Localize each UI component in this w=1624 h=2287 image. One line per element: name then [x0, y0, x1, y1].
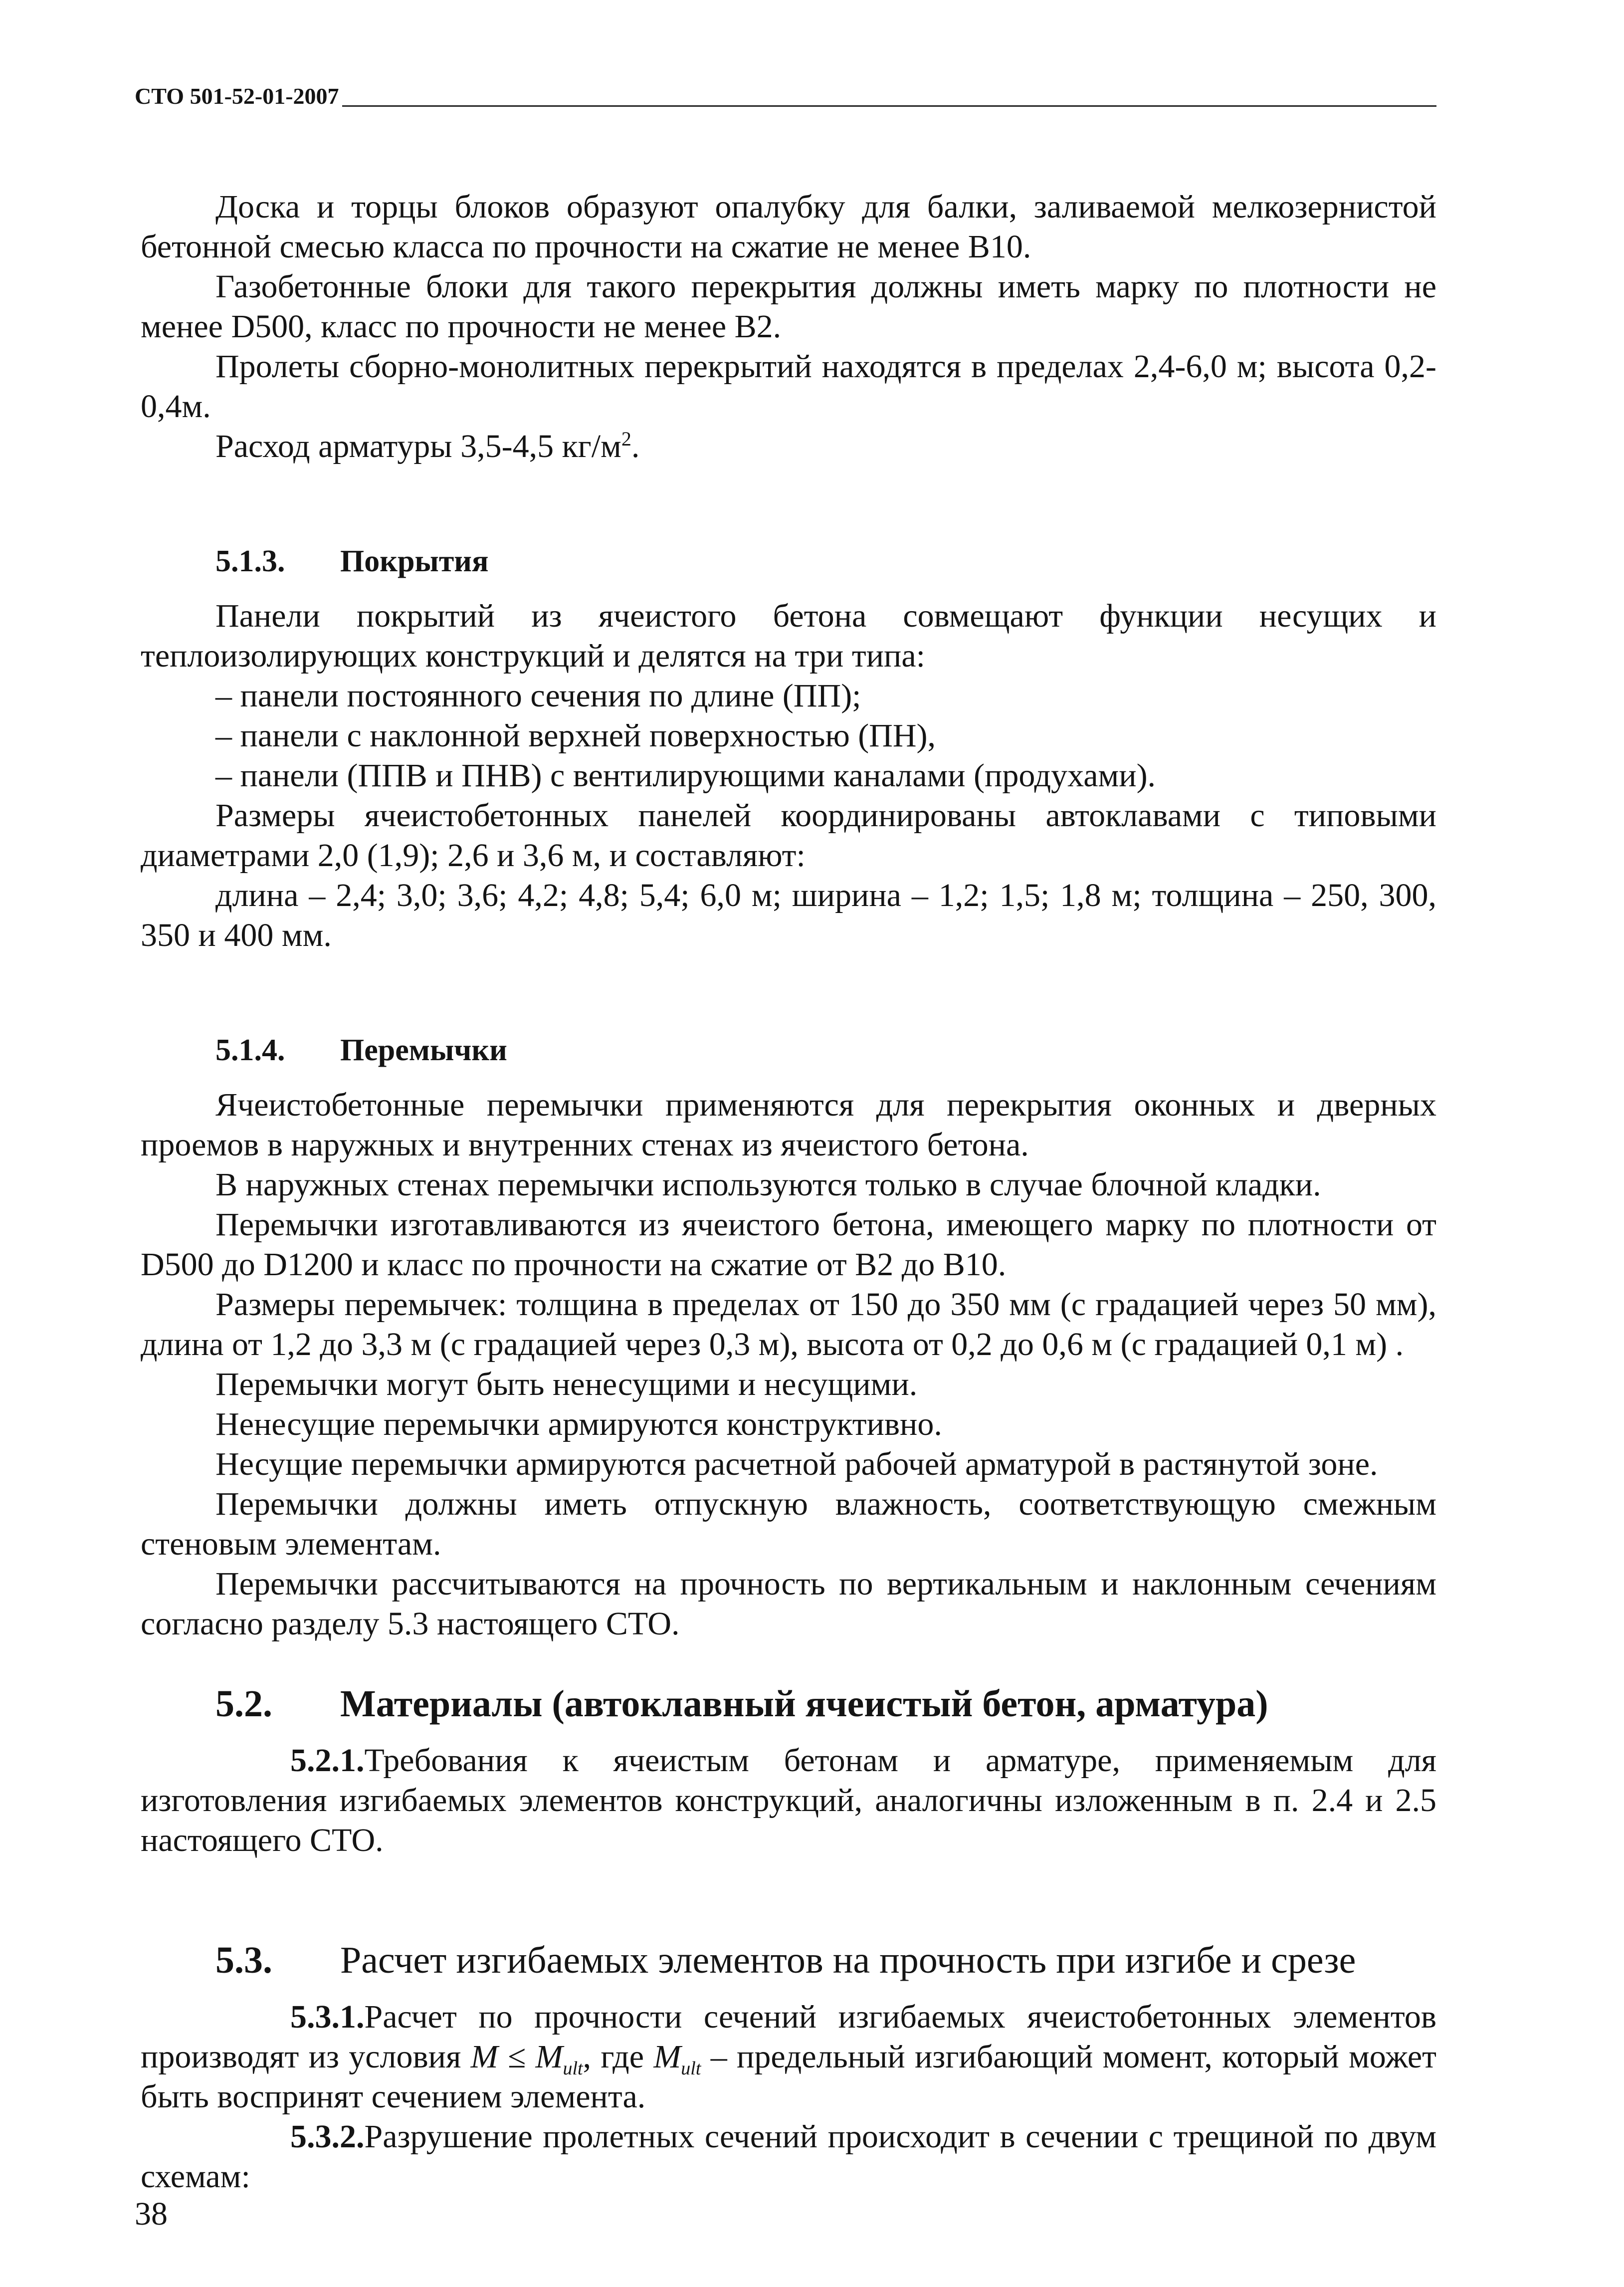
section-title: Расчет изгибаемых элементов на прочность при изгибе и срезе [340, 1939, 1356, 1981]
paragraph: В наружных стенах перемычки используются только в случае блочной кладки. [215, 1166, 1321, 1203]
paragraph-text: Разрушение пролетных сечений происходит в сечении с трещиной по двум схемам: [141, 2118, 1436, 2195]
clause-number: 5.2.1. [290, 1742, 365, 1779]
paragraph-text: Требования к ячеистым бетонам и арматуре, применяемым для изготовления изгибаемых элементов конструкций, аналогичны изложенным в п. 2.4 и 2.5 настоящего СТО. [141, 1742, 1436, 1858]
formula [470, 2039, 583, 2079]
running-header [135, 85, 1436, 108]
section-number: 5.2. [215, 1683, 272, 1725]
section-title: Перемычки [340, 1033, 507, 1067]
section-heading-5-1-3 [141, 541, 1436, 581]
paragraph: Ячеистобетонные перемычки применяются для перекрытия оконных и дверных проемов в наружных и внутренних стенах из ячеистого бетона. [141, 1087, 1436, 1163]
section-number: 5.3. [215, 1939, 272, 1981]
clause-number: 5.3.2. [290, 2118, 365, 2155]
formula [653, 2039, 701, 2079]
paragraph [141, 2117, 1436, 2197]
paragraph [141, 1741, 1436, 1860]
page-number: 38 [135, 2196, 168, 2232]
list-item: – панели постоянного сечения по длине (ПП); [215, 678, 861, 714]
superscript: 2 [621, 428, 631, 450]
paragraph-text: – предельный изгибающий момент, который может быть воспринят сечением элемента. [141, 2039, 1436, 2115]
spacer [141, 1644, 1436, 1679]
formula-text: M [653, 2039, 681, 2075]
paragraph: Панели покрытий из ячеистого бетона совмещают функции несущих и теплоизолирующих конструкций и делятся на три типа: [141, 598, 1436, 674]
paragraph-text: . [631, 428, 640, 464]
section-title: Покрытия [340, 544, 489, 578]
paragraph-text: Расход арматуры 3,5-4,5 кг/м [215, 428, 621, 464]
formula-text: M ≤ M [470, 2039, 563, 2075]
paragraph: длина – 2,4; 3,0; 3,6; 4,2; 4,8; 5,4; 6,0 м; ширина – 1,2; 1,5; 1,8 м; толщина – 250, 300, 350 и 400 мм. [141, 877, 1436, 953]
paragraph: Газобетонные блоки для такого перекрытия должны иметь марку по плотности не менее D500, класс по прочности не менее В2. [141, 268, 1436, 345]
section-number: 5.1.4. [215, 1033, 285, 1067]
spacer [141, 466, 1436, 541]
section-heading-5-2 [141, 1679, 1436, 1729]
subscript: ult [681, 2058, 701, 2079]
spacer [141, 1860, 1436, 1935]
paragraph [141, 427, 1436, 466]
clause-number: 5.3.1. [290, 1999, 365, 2035]
standard-code: СТО 501-52-01-2007 [135, 83, 339, 109]
spacer [141, 955, 1436, 1030]
section-heading-5-1-4 [141, 1030, 1436, 1070]
paragraph: Пролеты сборно-монолитных перекрытий находятся в пределах 2,4-6,0 м; высота 0,2-0,4м. [141, 348, 1436, 425]
section-title: Материалы (автоклавный ячеистый бетон, арматура) [340, 1683, 1268, 1725]
section-heading-5-3 [141, 1935, 1436, 1985]
subscript: ult [563, 2058, 583, 2079]
paragraph: Размеры перемычек: толщина в пределах от 150 до 350 мм (с градацией через 50 мм), длина от 1,2 до 3,3 м (с градацией через 0,3 м), высота от 0,2 до 0,6 м (с градацией 0,1 м) . [141, 1286, 1436, 1363]
list-item: – панели с наклонной верхней поверхностью (ПН), [215, 717, 936, 754]
paragraph: Перемычки изготавливаются из ячеистого бетона, имеющего марку по плотности от D500 до D1200 и класс по прочности на сжатие от В2 до В10. [141, 1206, 1436, 1283]
paragraph: Перемычки могут быть ненесущими и несущими. [215, 1366, 918, 1402]
paragraph: Ненесущие перемычки армируются конструктивно. [215, 1406, 942, 1442]
header-rule [342, 105, 1436, 107]
paragraph [141, 1997, 1436, 2117]
paragraph: Несущие перемычки армируются расчетной рабочей арматурой в растянутой зоне. [215, 1446, 1378, 1482]
list-item: – панели (ППВ и ПНВ) с вентилирующими каналами (продухами). [215, 757, 1156, 794]
paragraph-text: Расчет по прочности сечений изгибаемых ячеистобетонных элементов производят из условия [141, 1999, 1436, 2075]
paragraph-text: , где [583, 2039, 644, 2075]
page-body [141, 187, 1436, 2197]
paragraph: Перемычки рассчитываются на прочность по вертикальным и наклонным сечениям согласно разделу 5.3 настоящего СТО. [141, 1566, 1436, 1642]
paragraph: Доска и торцы блоков образуют опалубку для балки, заливаемой мелкозернистой бетонной смесью класса по прочности на сжатие не менее В10. [141, 189, 1436, 265]
section-number: 5.1.3. [215, 544, 285, 578]
paragraph: Размеры ячеистобетонных панелей координированы автоклавами с типовыми диаметрами 2,0 (1,9); 2,6 и 3,6 м, и составляют: [141, 797, 1436, 874]
paragraph: Перемычки должны иметь отпускную влажность, соответствующую смежным стеновым элементам. [141, 1486, 1436, 1562]
